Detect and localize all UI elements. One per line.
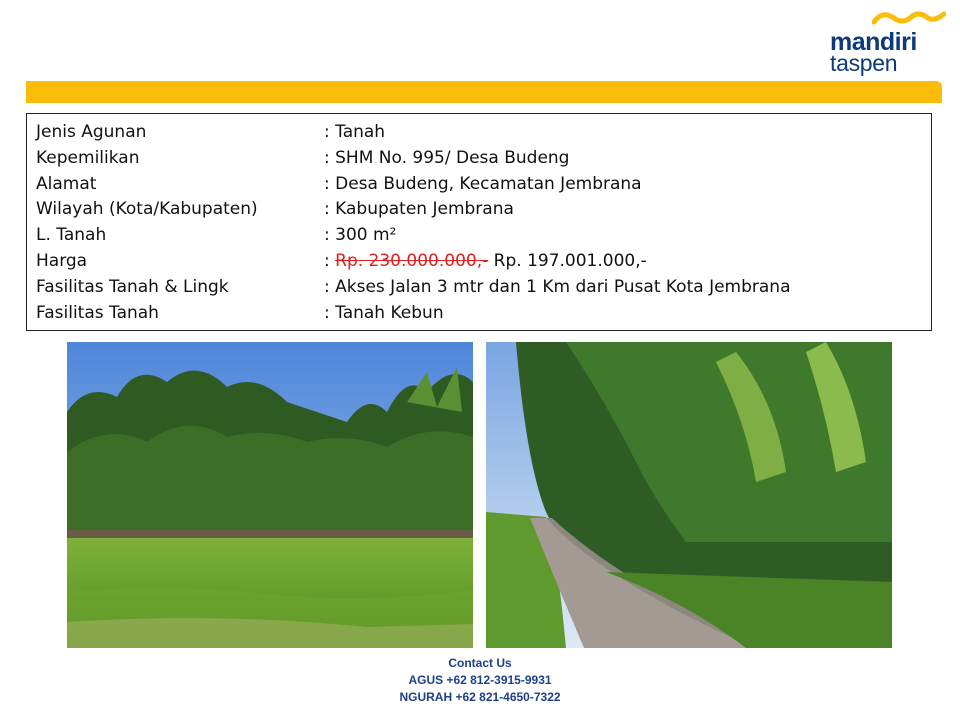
property-info-box	[26, 113, 932, 331]
old-price: Rp. 230.000.000,-	[335, 250, 489, 271]
info-label: Kepemilikan	[36, 147, 140, 168]
info-value: : Desa Budeng, Kecamatan Jembrana	[324, 173, 642, 194]
info-value: : Tanah	[324, 122, 386, 142]
price-colon: :	[324, 250, 336, 271]
info-label: Alamat	[36, 173, 97, 194]
contact-block	[0, 655, 960, 706]
info-label: Fasilitas Tanah & Lingk	[36, 276, 229, 297]
info-row-jenis-agunan	[27, 122, 931, 148]
contact-title: Contact Us	[448, 656, 512, 670]
info-row-fasilitas-tanah	[27, 303, 931, 329]
logo-text-mandiri: mandiri	[830, 28, 917, 56]
contact-line-ngurah: NGURAH +62 821-4650-7322	[399, 690, 561, 704]
info-row-wilayah	[27, 199, 931, 225]
contact-line-agus: AGUS +62 812-3915-9931	[408, 673, 552, 687]
info-value: : Akses Jalan 3 mtr dan 1 Km dari Pusat Kota Jembrana	[324, 276, 791, 297]
info-label: Fasilitas Tanah	[36, 302, 159, 323]
info-row-harga	[27, 251, 931, 277]
logo-text-taspen: taspen	[830, 50, 898, 76]
mandiri-taspen-logo	[826, 8, 948, 74]
info-label: Harga	[36, 250, 88, 271]
info-row-luas-tanah	[27, 225, 931, 251]
header-accent-bar	[26, 81, 942, 103]
property-photo-side	[486, 342, 892, 648]
info-label: Jenis Agunan	[36, 122, 147, 142]
info-label: L. Tanah	[36, 225, 107, 246]
property-photo-front	[67, 342, 473, 648]
info-value: : Kabupaten Jembrana	[324, 199, 514, 220]
info-row-kepemilikan	[27, 148, 931, 174]
price-value	[324, 251, 647, 271]
logo-wave-icon	[872, 8, 946, 28]
info-label: Wilayah (Kota/Kabupaten)	[36, 199, 258, 220]
info-row-alamat	[27, 174, 931, 200]
info-row-fasilitas-lingkungan	[27, 277, 931, 303]
info-value: : 300 m²	[324, 225, 397, 246]
info-value: : Tanah Kebun	[324, 302, 444, 323]
new-price: Rp. 197.001.000,-	[488, 250, 647, 271]
info-value: : SHM No. 995/ Desa Budeng	[324, 147, 570, 168]
